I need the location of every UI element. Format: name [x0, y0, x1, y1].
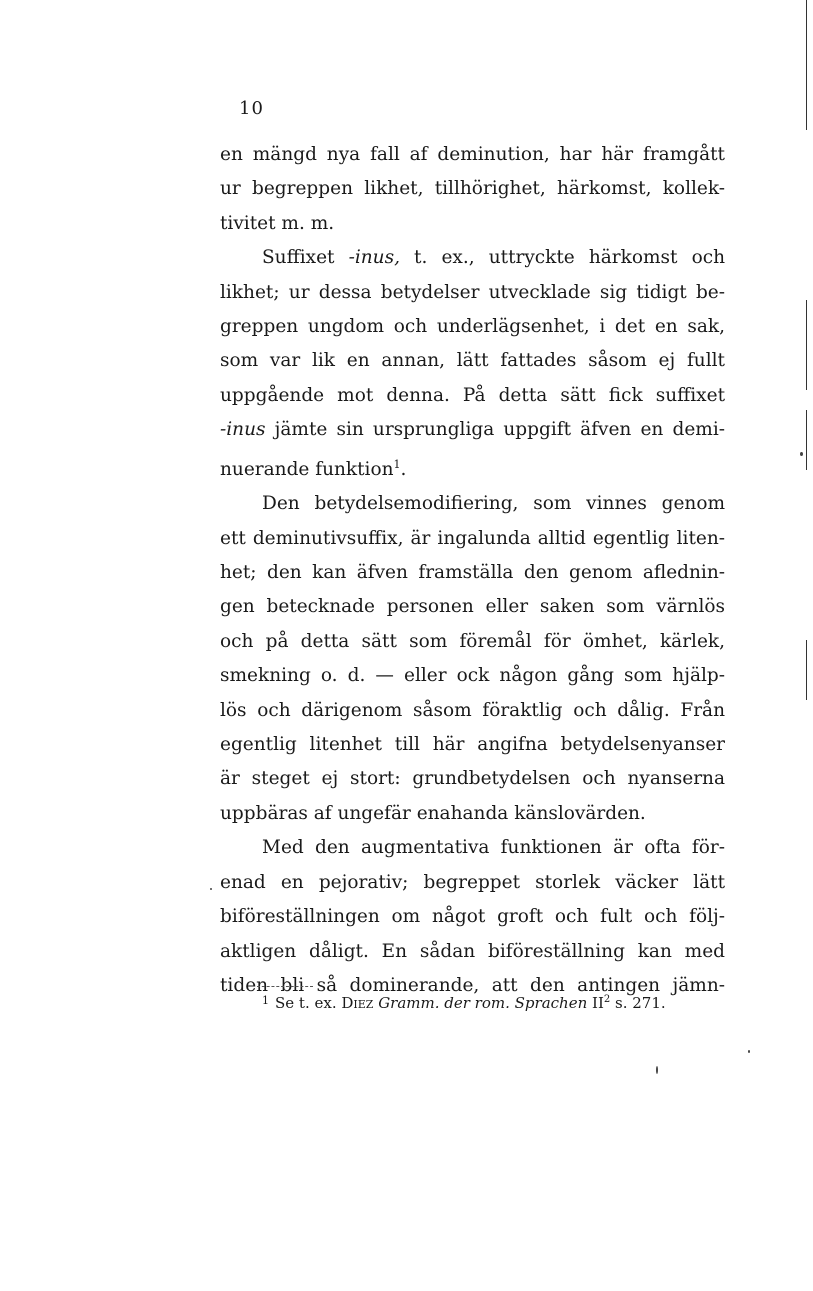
text-line: egentlig litenhet till här angifna betydelsenyanser	[220, 734, 725, 756]
text-line: greppen ungdom och underlägsenhet, i det en sak,	[220, 316, 725, 338]
body-text	[220, 138, 725, 1003]
footnote-prefix: Se t. ex.	[275, 994, 342, 1012]
footnote-divider	[257, 986, 313, 987]
text-line: -inus jämte sin ursprungliga uppgift äfven en demi-	[220, 419, 725, 441]
footnote-volume: II	[592, 994, 604, 1012]
scan-edge-line	[806, 0, 807, 130]
paragraph-4	[220, 831, 725, 1003]
text-line: gen betecknade personen eller saken som värnlös	[220, 596, 725, 618]
text-line: en mängd nya fall af deminution, har här framgått	[220, 144, 725, 165]
scan-speck	[748, 1050, 750, 1053]
text-line: Suffixet -inus, t. ex., uttryckte härkomst och	[262, 247, 725, 269]
text-line: uppgående mot denna. På detta sätt fick suffixet	[220, 384, 725, 406]
text-line: tiden bli så dominerande, att den antingen jämn-	[220, 974, 725, 996]
text-line: smekning o. d. — eller ock någon gång som hjälp-	[220, 665, 725, 687]
text-line: som var lik en annan, lätt fattades såsom ej fullt	[220, 350, 725, 372]
text-line: aktligen dåligt. En sådan biföreställning kan med	[220, 940, 725, 962]
text-line: är steget ej stort: grundbetydelsen och nyanserna	[220, 768, 725, 790]
text-line: och på detta sätt som föremål för ömhet, kärlek,	[220, 630, 725, 652]
suffix-term: -inus	[220, 419, 266, 441]
footnote-title: Gramm. der rom. Sprachen	[378, 994, 588, 1012]
text-line: Den betydelsemodifiering, som vinnes genom	[262, 493, 725, 515]
scan-speck	[210, 888, 212, 890]
scan-edge-line	[806, 410, 807, 470]
suffix-term: -inus,	[348, 247, 400, 269]
text-line: likhet; ur dessa betydelser utvecklade sig tidigt be-	[220, 281, 725, 303]
scan-edge-line	[806, 300, 807, 390]
footnote-author: Diez	[341, 994, 374, 1012]
paragraph-3	[220, 487, 725, 831]
footnote-reference: 1	[393, 457, 401, 471]
paragraph-2	[220, 241, 725, 487]
text-line: ett deminutivsuffix, är ingalunda alltid egentlig liten-	[220, 527, 725, 549]
footnote-edition: 2	[603, 994, 611, 1005]
text-line: enad en pejorativ; begreppet storlek väcker lätt	[220, 871, 725, 893]
paragraph-1	[220, 138, 725, 241]
scan-speck	[656, 1066, 658, 1074]
text-line: Med den augmentativa funktionen är ofta för-	[262, 837, 725, 859]
text-line: nuerande funktion$^1$.	[220, 457, 407, 480]
text-line: ur begreppen likhet, tillhörighet, härkomst, kollek-	[220, 178, 725, 200]
footnote-suffix: s. 271.	[610, 994, 666, 1012]
text-line: uppbäras af ungefär enahanda känslovärden.	[220, 802, 646, 824]
text-line: het; den kan äfven framställa den genom aflednin-	[220, 562, 725, 584]
text-line: biföreställningen om något groft och fult och följ-	[220, 906, 725, 928]
scan-speck	[800, 452, 803, 456]
scan-edge-line	[806, 640, 807, 700]
footnote	[262, 990, 666, 1013]
page-number: 10	[239, 98, 264, 119]
text-line: lös och därigenom såsom föraktlig och dålig. Från	[220, 699, 725, 721]
text-line: tivitet m. m.	[220, 212, 335, 234]
footnote-marker: 1	[262, 994, 269, 1007]
